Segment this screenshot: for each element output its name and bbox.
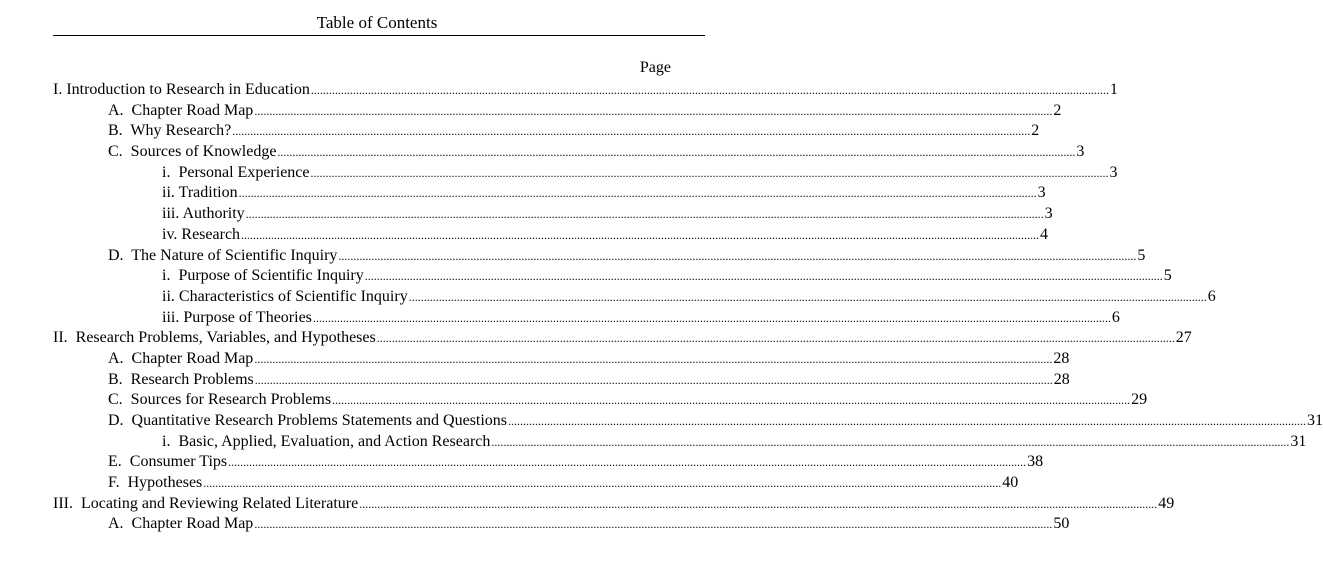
toc-entry (0, 349, 1070, 370)
toc-entry-page-number: 28 (1053, 349, 1070, 367)
toc-entry-label: B. Research Problems (108, 370, 254, 388)
toc-entry-label: E. Consumer Tips (108, 453, 228, 471)
dot-leader (254, 349, 1052, 370)
toc-entry (0, 473, 1019, 494)
toc-entry (0, 266, 1172, 287)
dot-leader (203, 473, 1001, 494)
toc-entry (0, 225, 1049, 246)
toc-entry-page-number: 2 (1031, 122, 1040, 140)
dot-leader (254, 514, 1052, 535)
dot-leader (311, 80, 1109, 101)
toc-entry-label: ii. Tradition (162, 184, 238, 202)
dot-leader (332, 390, 1130, 411)
page-column-header: Page (639, 59, 671, 76)
toc-entry (0, 183, 1046, 204)
toc-entry-label: ii. Characteristics of Scientific Inquiry (162, 287, 408, 305)
toc-entry-page-number: 3 (1044, 205, 1053, 223)
dot-leader (409, 287, 1207, 308)
toc-entry-label: I. Introduction to Research in Education (53, 81, 310, 98)
dot-leader (338, 246, 1136, 267)
dot-leader (241, 225, 1039, 246)
toc-entry-label: D. Quantitative Research Problems Statements and Questions (108, 412, 508, 429)
toc-entry-page-number: 31 (1307, 412, 1323, 429)
toc-entry-label: B. Why Research? (108, 122, 232, 140)
dot-leader (311, 163, 1109, 184)
toc-entry (0, 101, 1062, 122)
toc-entry (0, 494, 1175, 515)
dot-leader (228, 452, 1026, 473)
toc-entry-page-number: 6 (1207, 287, 1216, 305)
toc-entry-page-number: 38 (1027, 453, 1044, 471)
toc-entry-label: A. Chapter Road Map (108, 515, 254, 533)
dot-leader (491, 432, 1289, 453)
toc-entry-label: iii. Purpose of Theories (162, 308, 312, 326)
toc-entry (0, 452, 1044, 473)
dot-leader (313, 308, 1111, 329)
dot-leader (377, 328, 1175, 349)
toc-entry-label: iii. Authority (162, 205, 245, 223)
toc-entry-label: i. Personal Experience (162, 163, 310, 181)
toc-entry (0, 204, 1053, 225)
toc-entry-label: iv. Research (162, 225, 241, 243)
toc-entry-page-number: 3 (1109, 163, 1118, 181)
toc-entry-page-number: 27 (1175, 329, 1192, 347)
title-divider (53, 35, 705, 36)
toc-entry-page-number: 5 (1163, 267, 1172, 285)
toc-entry-label: i. Purpose of Scientific Inquiry (162, 267, 364, 285)
toc-entry (0, 514, 1070, 535)
toc-entry-page-number: 50 (1053, 515, 1070, 533)
dot-leader (255, 370, 1053, 391)
toc-entry-label: A. Chapter Road Map (108, 349, 254, 367)
toc-entry-label: F. Hypotheses (108, 474, 203, 492)
toc-entry (0, 370, 1070, 391)
dot-leader (508, 411, 1306, 432)
toc-entry-label: C. Sources for Research Problems (108, 391, 332, 409)
toc-entry-page-number: 4 (1040, 225, 1049, 243)
toc-entry-page-number: 3 (1076, 143, 1085, 161)
toc-entry-label: III. Locating and Reviewing Related Literature (53, 494, 359, 512)
toc-entry (0, 121, 1040, 142)
toc-entry-page-number: 5 (1137, 246, 1146, 264)
toc-entry-page-number: 28 (1053, 370, 1070, 388)
dot-leader (246, 204, 1044, 225)
toc-entry-page-number: 2 (1053, 101, 1062, 119)
toc-entry (0, 390, 1148, 411)
toc-entry-list (0, 80, 1323, 535)
dot-leader (239, 183, 1037, 204)
toc-entry-page-number: 29 (1131, 391, 1148, 409)
toc-title: Table of Contents (316, 13, 438, 32)
toc-entry (0, 142, 1085, 163)
toc-entry (0, 328, 1192, 349)
toc-entry (0, 308, 1120, 329)
toc-entry-page-number: 40 (1002, 474, 1019, 492)
dot-leader (232, 121, 1030, 142)
toc-entry-page-number: 3 (1037, 184, 1046, 202)
toc-entry-label: i. Basic, Applied, Evaluation, and Action Research (162, 432, 491, 450)
toc-entry-page-number: 6 (1111, 308, 1120, 326)
dot-leader (254, 101, 1052, 122)
toc-entry (0, 163, 1118, 184)
toc-entry-label: A. Chapter Road Map (108, 101, 254, 119)
toc-entry (0, 411, 1323, 432)
toc-entry-page-number: 1 (1109, 81, 1118, 98)
toc-entry (0, 287, 1216, 308)
dot-leader (365, 266, 1163, 287)
dot-leader (359, 494, 1157, 515)
toc-entry-page-number: 49 (1158, 494, 1175, 512)
toc-entry-label: D. The Nature of Scientific Inquiry (108, 246, 338, 264)
toc-entry-page-number: 31 (1290, 432, 1307, 450)
toc-entry-label: II. Research Problems, Variables, and Hypotheses (53, 329, 376, 347)
toc-entry (0, 246, 1146, 267)
toc-entry (0, 432, 1307, 453)
dot-leader (277, 142, 1075, 163)
toc-entry-label: C. Sources of Knowledge (108, 143, 277, 161)
toc-entry (0, 80, 1118, 101)
